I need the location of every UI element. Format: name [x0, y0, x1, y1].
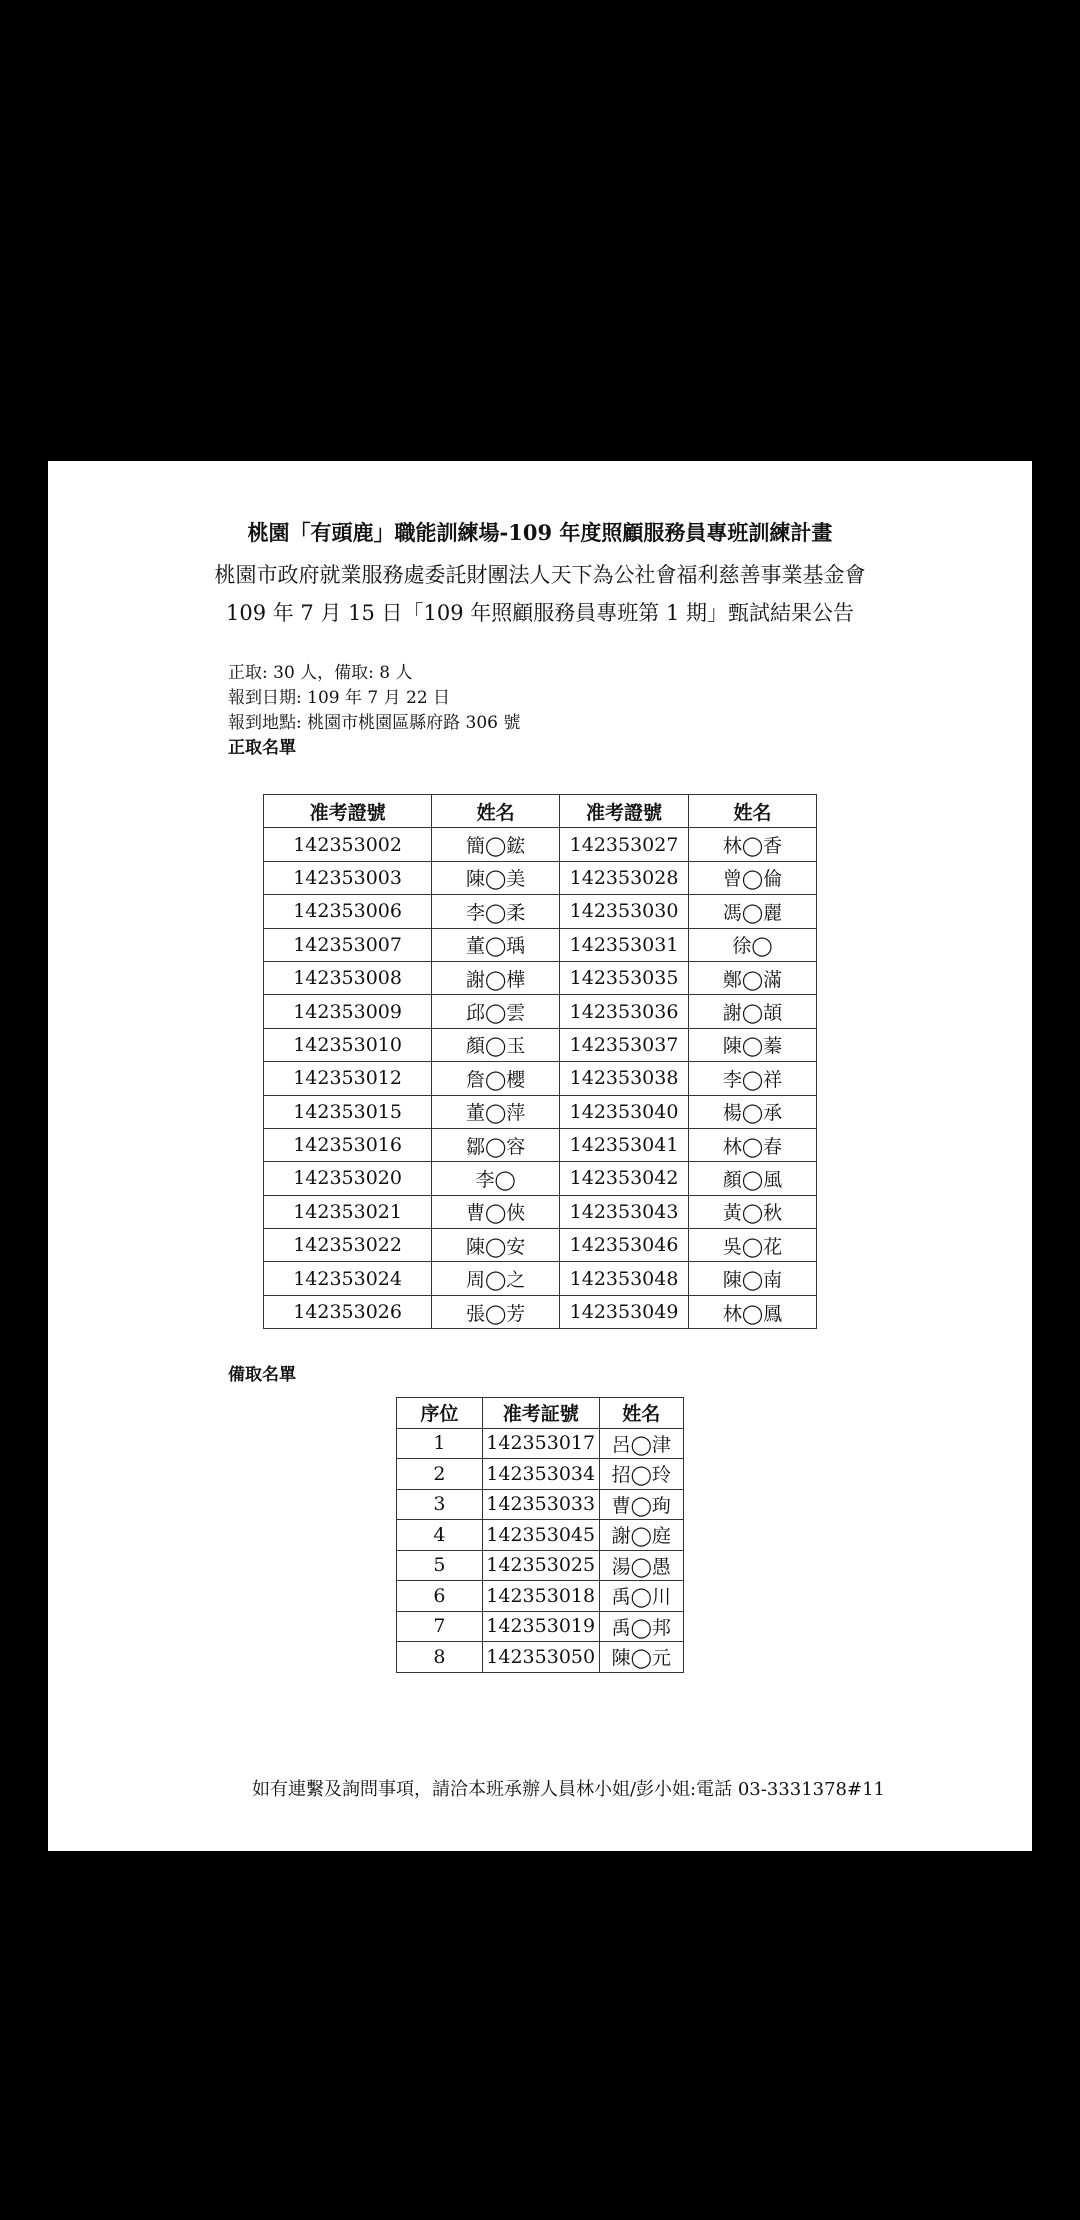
name-cell: 鄒◯容	[432, 1128, 560, 1161]
waitlist-table-header	[397, 1398, 684, 1429]
exam-number-cell: 142353037	[560, 1028, 689, 1061]
waitlist-heading: 備取名單	[228, 1365, 296, 1385]
name-cell: 李◯柔	[432, 895, 560, 928]
name-cell: 李◯	[432, 1162, 560, 1195]
exam-number-cell: 142353026	[264, 1295, 432, 1328]
rank-cell: 3	[397, 1489, 483, 1520]
table-row	[264, 1262, 817, 1295]
exam-number-cell: 142353049	[560, 1295, 689, 1328]
exam-number-cell: 142353012	[264, 1062, 432, 1095]
rank-cell: 7	[397, 1611, 483, 1642]
header-exam-number: 准考證號	[560, 795, 689, 828]
name-cell: 吳◯花	[688, 1229, 816, 1262]
exam-number-cell: 142353006	[264, 895, 432, 928]
exam-number-cell: 142353050	[482, 1642, 599, 1673]
table-row	[397, 1642, 684, 1673]
exam-number-cell: 142353043	[560, 1195, 689, 1228]
header-name: 姓名	[599, 1398, 683, 1429]
exam-number-cell: 142353040	[560, 1095, 689, 1128]
name-cell: 詹◯櫻	[432, 1062, 560, 1095]
exam-number-cell: 142353036	[560, 995, 689, 1028]
exam-number-cell: 142353028	[560, 861, 689, 894]
exam-number-cell: 142353018	[482, 1581, 599, 1612]
exam-number-cell: 142353009	[264, 995, 432, 1028]
name-cell: 徐◯	[688, 928, 816, 961]
exam-number-cell: 142353016	[264, 1128, 432, 1161]
table-row	[264, 961, 817, 994]
table-row	[264, 1062, 817, 1095]
exam-number-cell: 142353008	[264, 961, 432, 994]
table-row	[397, 1459, 684, 1490]
name-cell: 曹◯俠	[432, 1195, 560, 1228]
exam-number-cell: 142353035	[560, 961, 689, 994]
name-cell: 顏◯玉	[432, 1028, 560, 1061]
name-cell: 董◯瑀	[432, 928, 560, 961]
table-row	[264, 895, 817, 928]
exam-number-cell: 142353027	[560, 828, 689, 861]
name-cell: 呂◯津	[599, 1428, 683, 1459]
rank-cell: 6	[397, 1581, 483, 1612]
table-row	[264, 828, 817, 861]
name-cell: 陳◯美	[432, 861, 560, 894]
rank-cell: 4	[397, 1520, 483, 1551]
report-date-text: 報到日期: 109 年 7 月 22 日	[228, 688, 451, 708]
report-place-text: 報到地點: 桃園市桃園區縣府路 306 號	[228, 713, 521, 733]
exam-number-cell: 142353007	[264, 928, 432, 961]
name-cell: 陳◯蓁	[688, 1028, 816, 1061]
name-cell: 招◯玲	[599, 1459, 683, 1490]
waitlist-table	[396, 1397, 684, 1673]
announcement-line: 109 年 7 月 15 日「109 年照顧服務員專班第 1 期」甄試結果公告	[225, 601, 854, 625]
name-cell: 禹◯川	[599, 1581, 683, 1612]
rank-cell: 5	[397, 1550, 483, 1581]
name-cell: 李◯祥	[688, 1062, 816, 1095]
header-exam-number: 准考證號	[264, 795, 432, 828]
exam-number-cell: 142353024	[264, 1262, 432, 1295]
exam-number-cell: 142353030	[560, 895, 689, 928]
name-cell: 鄭◯滿	[688, 961, 816, 994]
exam-number-cell: 142353022	[264, 1229, 432, 1262]
name-cell: 周◯之	[432, 1262, 560, 1295]
name-cell: 陳◯安	[432, 1229, 560, 1262]
table-row	[397, 1489, 684, 1520]
name-cell: 禹◯邦	[599, 1611, 683, 1642]
exam-number-cell: 142353038	[560, 1062, 689, 1095]
name-cell: 林◯香	[688, 828, 816, 861]
name-cell: 林◯鳳	[688, 1295, 816, 1328]
contact-footer: 如有連繫及詢問事項，請洽本班承辦人員林小姐/彭小姐:電話 03-3331378#11	[252, 1779, 885, 1800]
exam-number-cell: 142353033	[482, 1489, 599, 1520]
exam-number-cell: 142353020	[264, 1162, 432, 1195]
table-row	[397, 1611, 684, 1642]
table-row	[264, 1162, 817, 1195]
exam-number-cell: 142353046	[560, 1229, 689, 1262]
name-cell: 顏◯風	[688, 1162, 816, 1195]
exam-number-cell: 142353048	[560, 1262, 689, 1295]
table-row	[397, 1428, 684, 1459]
table-row	[264, 1095, 817, 1128]
name-cell: 黃◯秋	[688, 1195, 816, 1228]
table-row	[264, 1295, 817, 1328]
name-cell: 曾◯倫	[688, 861, 816, 894]
table-row	[397, 1550, 684, 1581]
admitted-table-header	[264, 795, 817, 828]
table-row	[264, 861, 817, 894]
name-cell: 馮◯麗	[688, 895, 816, 928]
table-row	[264, 1229, 817, 1262]
name-cell: 董◯萍	[432, 1095, 560, 1128]
header-name: 姓名	[688, 795, 816, 828]
rank-cell: 2	[397, 1459, 483, 1490]
exam-number-cell: 142353021	[264, 1195, 432, 1228]
exam-number-cell: 142353017	[482, 1428, 599, 1459]
name-cell: 簡◯鋐	[432, 828, 560, 861]
table-row	[397, 1581, 684, 1612]
organizer-line: 桃園市政府就業服務處委託財團法人天下為公社會福利慈善事業基金會	[214, 563, 866, 587]
table-row	[397, 1520, 684, 1551]
exam-number-cell: 142353041	[560, 1128, 689, 1161]
admitted-heading: 正取名單	[228, 738, 296, 758]
name-cell: 謝◯頡	[688, 995, 816, 1028]
exam-number-cell: 142353031	[560, 928, 689, 961]
exam-number-cell: 142353003	[264, 861, 432, 894]
table-row	[264, 1195, 817, 1228]
exam-number-cell: 142353015	[264, 1095, 432, 1128]
table-row	[264, 1128, 817, 1161]
name-cell: 曹◯珣	[599, 1489, 683, 1520]
name-cell: 楊◯承	[688, 1095, 816, 1128]
exam-number-cell: 142353010	[264, 1028, 432, 1061]
name-cell: 謝◯樺	[432, 961, 560, 994]
exam-number-cell: 142353002	[264, 828, 432, 861]
exam-number-cell: 142353025	[482, 1550, 599, 1581]
rank-cell: 1	[397, 1428, 483, 1459]
name-cell: 陳◯元	[599, 1642, 683, 1673]
name-cell: 張◯芳	[432, 1295, 560, 1328]
name-cell: 陳◯南	[688, 1262, 816, 1295]
quota-text: 正取: 30 人，備取: 8 人	[228, 663, 413, 683]
exam-number-cell: 142353045	[482, 1520, 599, 1551]
document-page	[48, 461, 1032, 1851]
table-row	[264, 928, 817, 961]
name-cell: 林◯春	[688, 1128, 816, 1161]
rank-cell: 8	[397, 1642, 483, 1673]
header-exam-number: 准考証號	[482, 1398, 599, 1429]
exam-number-cell: 142353019	[482, 1611, 599, 1642]
name-cell: 邱◯雲	[432, 995, 560, 1028]
name-cell: 謝◯庭	[599, 1520, 683, 1551]
table-row	[264, 1028, 817, 1061]
header-rank: 序位	[397, 1398, 483, 1429]
admitted-table	[263, 794, 817, 1329]
exam-number-cell: 142353042	[560, 1162, 689, 1195]
name-cell: 湯◯愚	[599, 1550, 683, 1581]
exam-number-cell: 142353034	[482, 1459, 599, 1490]
table-row	[264, 995, 817, 1028]
document-title: 桃園「有頭鹿」職能訓練場-109 年度照顧服務員專班訓練計畫	[247, 520, 833, 545]
header-name: 姓名	[432, 795, 560, 828]
